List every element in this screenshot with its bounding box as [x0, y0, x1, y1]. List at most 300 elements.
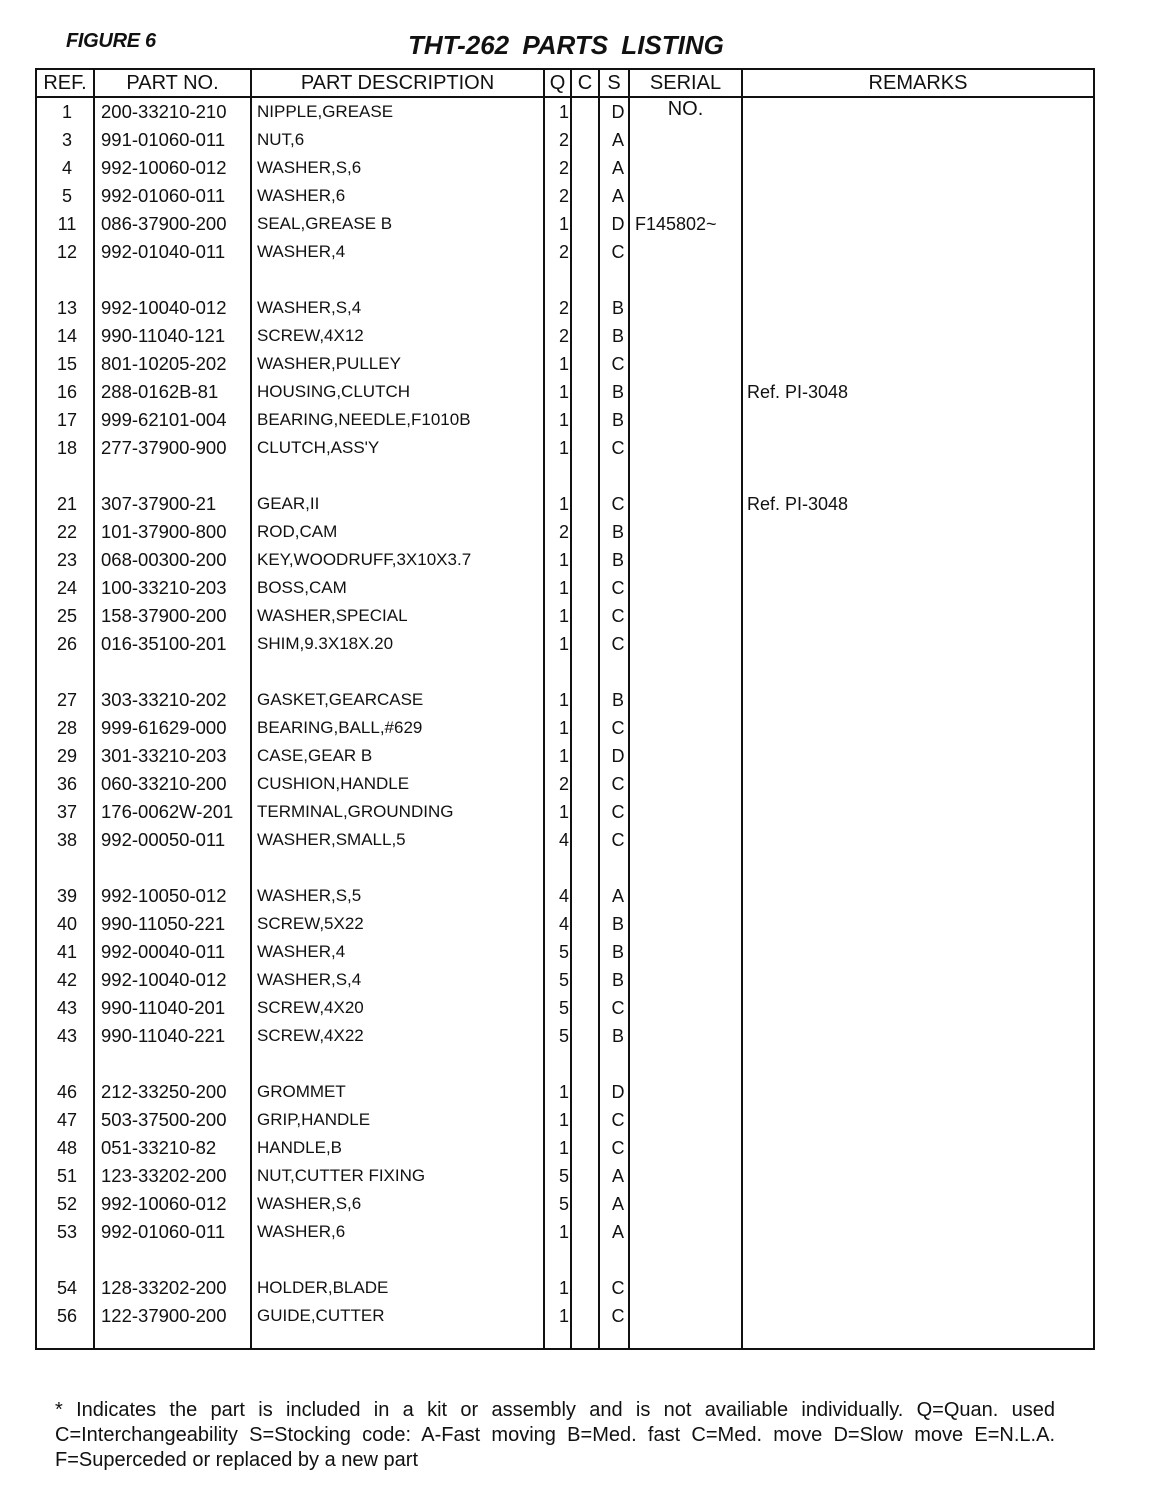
cell-stocking-code: B — [611, 970, 624, 990]
cell-quantity: 1 — [558, 802, 569, 822]
cell-remarks — [747, 154, 1087, 182]
cell-remarks — [747, 210, 1087, 238]
table-row — [37, 686, 1093, 714]
cell-description: GROMMET — [257, 1082, 346, 1101]
cell-quantity: 2 — [558, 186, 569, 206]
cell-stocking-code: A — [611, 130, 624, 150]
cell-stocking-code: C — [611, 354, 625, 374]
cell-description: SCREW,5X22 — [257, 914, 364, 933]
cell-quantity: 2 — [558, 522, 569, 542]
table-row — [37, 966, 1093, 994]
cell-ref: 22 — [56, 522, 78, 542]
table-row — [37, 1022, 1093, 1050]
cell-serial-no — [635, 938, 743, 966]
cell-part-no: 992-01060-011 — [101, 1221, 226, 1242]
cell-quantity: 2 — [558, 326, 569, 346]
cell-stocking-code: C — [611, 1138, 625, 1158]
cell-serial-no — [635, 1274, 743, 1302]
cell-remarks — [747, 1106, 1087, 1134]
cell-quantity: 1 — [558, 410, 569, 430]
table-row — [37, 154, 1093, 182]
cell-ref: 38 — [56, 830, 78, 850]
cell-remarks — [747, 350, 1087, 378]
cell-stocking-code: B — [611, 410, 624, 430]
cell-part-no: 212-33250-200 — [101, 1081, 227, 1102]
cell-description: WASHER,6 — [257, 186, 346, 205]
cell-serial-no — [635, 798, 743, 826]
cell-stocking-code: B — [611, 326, 624, 346]
cell-stocking-code: B — [611, 382, 624, 402]
cell-part-no: 990-11040-201 — [101, 997, 226, 1018]
table-row — [37, 518, 1093, 546]
cell-ref: 54 — [56, 1278, 78, 1298]
cell-description: NIPPLE,GREASE — [257, 102, 394, 121]
cell-description: WASHER,SPECIAL — [257, 606, 408, 625]
cell-description: WASHER,S,6 — [257, 1194, 362, 1213]
header-ref: REF. — [43, 72, 87, 94]
header-c: C — [577, 72, 593, 94]
cell-description: HOUSING,CLUTCH — [257, 382, 411, 401]
cell-part-no: 999-62101-004 — [101, 409, 227, 430]
cell-ref: 40 — [56, 914, 78, 934]
cell-remarks — [747, 686, 1087, 714]
cell-quantity: 1 — [558, 1082, 569, 1102]
cell-ref: 14 — [56, 326, 78, 346]
cell-serial-no — [635, 966, 743, 994]
cell-part-no: 122-37900-200 — [101, 1305, 227, 1326]
cell-quantity: 5 — [558, 998, 569, 1018]
cell-stocking-code: C — [611, 242, 625, 262]
cell-part-no: 128-33202-200 — [101, 1277, 227, 1298]
cell-ref: 36 — [56, 774, 78, 794]
cell-serial-no — [635, 1134, 743, 1162]
cell-quantity: 4 — [558, 886, 569, 906]
table-row — [37, 938, 1093, 966]
cell-serial-no — [635, 1022, 743, 1050]
page-title: THT-262 PARTS LISTING — [408, 30, 724, 60]
cell-stocking-code: B — [611, 550, 624, 570]
cell-stocking-code: C — [611, 998, 625, 1018]
cell-serial-no — [635, 350, 743, 378]
cell-remarks — [747, 1022, 1087, 1050]
cell-stocking-code: C — [611, 1306, 625, 1326]
cell-description: BOSS,CAM — [257, 578, 347, 597]
cell-description: CUSHION,HANDLE — [257, 774, 410, 793]
cell-serial-no — [635, 742, 743, 770]
table-row — [37, 98, 1093, 126]
table-body — [37, 98, 1093, 1330]
cell-part-no: 307-37900-21 — [101, 493, 217, 514]
cell-ref: 15 — [56, 354, 78, 374]
cell-ref: 56 — [56, 1306, 78, 1326]
parts-table — [35, 68, 1095, 1350]
cell-remarks — [747, 1218, 1087, 1246]
cell-serial-no — [635, 910, 743, 938]
cell-remarks — [747, 798, 1087, 826]
cell-quantity: 1 — [558, 494, 569, 514]
cell-stocking-code: D — [611, 214, 625, 234]
cell-serial-no — [635, 770, 743, 798]
cell-stocking-code: B — [611, 914, 624, 934]
cell-part-no: 086-37900-200 — [101, 213, 227, 234]
cell-part-no: 100-33210-203 — [101, 577, 227, 598]
cell-serial-no — [635, 882, 743, 910]
cell-quantity: 1 — [558, 746, 569, 766]
cell-part-no: 992-10040-012 — [101, 297, 227, 318]
cell-stocking-code: B — [611, 522, 624, 542]
cell-description: HOLDER,BLADE — [257, 1278, 389, 1297]
table-row — [37, 322, 1093, 350]
table-row — [37, 294, 1093, 322]
cell-remarks — [747, 994, 1087, 1022]
cell-remarks — [747, 742, 1087, 770]
cell-quantity: 1 — [558, 718, 569, 738]
cell-quantity: 5 — [558, 1166, 569, 1186]
cell-part-no: 277-37900-900 — [101, 437, 227, 458]
cell-serial-no — [635, 1162, 743, 1190]
cell-stocking-code: C — [611, 802, 625, 822]
cell-remarks: Ref. PI-3048 — [747, 382, 849, 402]
cell-ref: 39 — [56, 886, 78, 906]
cell-serial-no — [635, 714, 743, 742]
cell-part-no: 990-11040-221 — [101, 1025, 226, 1046]
cell-stocking-code: A — [611, 1194, 624, 1214]
cell-part-no: 503-37500-200 — [101, 1109, 227, 1130]
cell-description: BEARING,BALL,#629 — [257, 718, 423, 737]
cell-remarks — [747, 826, 1087, 854]
cell-quantity: 2 — [558, 298, 569, 318]
cell-ref: 46 — [56, 1082, 78, 1102]
cell-part-no: 016-35100-201 — [101, 633, 227, 654]
table-row — [37, 1302, 1093, 1330]
cell-part-no: 992-01040-011 — [101, 241, 226, 262]
cell-description: GASKET,GEARCASE — [257, 690, 424, 709]
header-serial-no: SERIAL NO. — [649, 72, 722, 120]
cell-description: WASHER,S,4 — [257, 298, 362, 317]
cell-ref: 17 — [56, 410, 78, 430]
table-row — [37, 1218, 1093, 1246]
cell-stocking-code: C — [611, 606, 625, 626]
cell-part-no: 992-00050-011 — [101, 829, 226, 850]
cell-stocking-code: C — [611, 774, 625, 794]
cell-serial-no — [635, 490, 743, 518]
cell-quantity: 1 — [558, 214, 569, 234]
cell-quantity: 2 — [558, 242, 569, 262]
cell-stocking-code: B — [611, 298, 624, 318]
cell-description: ROD,CAM — [257, 522, 338, 541]
cell-ref: 37 — [56, 802, 78, 822]
cell-remarks: Ref. PI-3048 — [747, 494, 849, 514]
cell-serial-no — [635, 154, 743, 182]
cell-ref: 23 — [56, 550, 78, 570]
cell-quantity: 5 — [558, 1026, 569, 1046]
table-row — [37, 770, 1093, 798]
cell-stocking-code: C — [611, 578, 625, 598]
cell-description: TERMINAL,GROUNDING — [257, 802, 454, 821]
header-part-no: PART NO. — [126, 72, 219, 94]
cell-ref: 42 — [56, 970, 78, 990]
cell-part-no: 123-33202-200 — [101, 1165, 227, 1186]
cell-part-no: 200-33210-210 — [101, 101, 227, 122]
cell-ref: 12 — [56, 242, 78, 262]
cell-part-no: 992-00040-011 — [101, 941, 226, 962]
cell-ref: 52 — [56, 1194, 78, 1214]
cell-quantity: 1 — [558, 578, 569, 598]
cell-description: BEARING,NEEDLE,F1010B — [257, 410, 471, 429]
cell-stocking-code: A — [611, 1222, 624, 1242]
table-row — [37, 882, 1093, 910]
cell-description: NUT,6 — [257, 130, 305, 149]
cell-part-no: 303-33210-202 — [101, 689, 227, 710]
cell-serial-no — [635, 546, 743, 574]
table-row — [37, 714, 1093, 742]
cell-stocking-code: A — [611, 1166, 624, 1186]
cell-quantity: 1 — [558, 606, 569, 626]
cell-stocking-code: C — [611, 634, 625, 654]
cell-part-no: 992-10060-012 — [101, 157, 227, 178]
cell-quantity: 5 — [558, 1194, 569, 1214]
cell-remarks — [747, 406, 1087, 434]
cell-part-no: 992-10050-012 — [101, 885, 227, 906]
cell-ref: 29 — [56, 746, 78, 766]
cell-description: GUIDE,CUTTER — [257, 1306, 385, 1325]
cell-quantity: 1 — [558, 354, 569, 374]
cell-remarks — [747, 882, 1087, 910]
table-row — [37, 1078, 1093, 1106]
cell-stocking-code: C — [611, 718, 625, 738]
cell-part-no: 990-11040-121 — [101, 325, 226, 346]
cell-serial-no: F145802~ — [635, 214, 717, 234]
cell-quantity: 5 — [558, 970, 569, 990]
cell-description: WASHER,4 — [257, 242, 346, 261]
cell-remarks — [747, 322, 1087, 350]
cell-ref: 4 — [61, 158, 72, 178]
cell-description: GRIP,HANDLE — [257, 1110, 371, 1129]
table-row — [37, 574, 1093, 602]
cell-ref: 43 — [56, 998, 78, 1018]
cell-description: SCREW,4X20 — [257, 998, 364, 1017]
cell-ref: 28 — [56, 718, 78, 738]
cell-description: CASE,GEAR B — [257, 746, 373, 765]
cell-remarks — [747, 518, 1087, 546]
cell-part-no: 990-11050-221 — [101, 913, 226, 934]
cell-quantity: 2 — [558, 158, 569, 178]
table-row — [37, 1190, 1093, 1218]
cell-serial-no — [635, 518, 743, 546]
cell-quantity: 1 — [558, 1222, 569, 1242]
table-row — [37, 1274, 1093, 1302]
cell-serial-no — [635, 406, 743, 434]
cell-remarks — [747, 1078, 1087, 1106]
cell-ref: 16 — [56, 382, 78, 402]
table-row — [37, 406, 1093, 434]
cell-quantity: 1 — [558, 102, 569, 122]
cell-ref: 48 — [56, 1138, 78, 1158]
cell-remarks — [747, 1190, 1087, 1218]
header-description: PART DESCRIPTION — [300, 72, 495, 94]
cell-ref: 47 — [56, 1110, 78, 1130]
cell-part-no: 801-10205-202 — [101, 353, 227, 374]
cell-serial-no — [635, 1106, 743, 1134]
cell-stocking-code: D — [611, 746, 625, 766]
cell-quantity: 1 — [558, 1138, 569, 1158]
cell-serial-no — [635, 238, 743, 266]
table-row — [37, 126, 1093, 154]
cell-ref: 24 — [56, 578, 78, 598]
cell-description: WASHER,6 — [257, 1222, 346, 1241]
cell-remarks — [747, 1134, 1087, 1162]
cell-remarks — [747, 238, 1087, 266]
cell-ref: 13 — [56, 298, 78, 318]
cell-description: NUT,CUTTER FIXING — [257, 1166, 426, 1185]
cell-remarks — [747, 126, 1087, 154]
cell-quantity: 1 — [558, 1278, 569, 1298]
cell-description: WASHER,PULLEY — [257, 354, 401, 373]
cell-quantity: 1 — [558, 438, 569, 458]
cell-description: WASHER,S,5 — [257, 886, 362, 905]
table-row — [37, 546, 1093, 574]
cell-description: SCREW,4X22 — [257, 1026, 364, 1045]
cell-stocking-code: A — [611, 186, 624, 206]
cell-serial-no — [635, 126, 743, 154]
cell-part-no: 158-37900-200 — [101, 605, 227, 626]
cell-remarks — [747, 98, 1087, 126]
cell-description: SHIM,9.3X18X.20 — [257, 634, 394, 653]
cell-serial-no — [635, 1218, 743, 1246]
table-row — [37, 210, 1093, 238]
cell-remarks — [747, 938, 1087, 966]
cell-serial-no — [635, 1190, 743, 1218]
table-row — [37, 378, 1093, 406]
cell-ref: 18 — [56, 438, 78, 458]
cell-stocking-code: C — [611, 830, 625, 850]
cell-stocking-code: A — [611, 158, 624, 178]
table-row — [37, 1162, 1093, 1190]
cell-quantity: 4 — [558, 830, 569, 850]
cell-serial-no — [635, 1078, 743, 1106]
cell-serial-no — [635, 434, 743, 462]
cell-ref: 5 — [61, 186, 72, 206]
cell-remarks — [747, 546, 1087, 574]
cell-serial-no — [635, 574, 743, 602]
cell-description: CLUTCH,ASS'Y — [257, 438, 380, 457]
cell-stocking-code: B — [611, 1026, 624, 1046]
cell-ref: 25 — [56, 606, 78, 626]
cell-ref: 1 — [61, 102, 72, 122]
cell-stocking-code: D — [611, 1082, 625, 1102]
cell-part-no: 176-0062W-201 — [101, 801, 234, 822]
cell-remarks — [747, 294, 1087, 322]
cell-serial-no — [635, 602, 743, 630]
table-row — [37, 350, 1093, 378]
table-row — [37, 630, 1093, 658]
cell-ref: 11 — [57, 214, 77, 234]
cell-remarks — [747, 630, 1087, 658]
header-remarks: REMARKS — [868, 72, 968, 94]
cell-description: WASHER,SMALL,5 — [257, 830, 406, 849]
cell-quantity: 1 — [558, 1306, 569, 1326]
cell-serial-no — [635, 826, 743, 854]
cell-quantity: 1 — [558, 550, 569, 570]
cell-description: WASHER,S,4 — [257, 970, 362, 989]
table-row — [37, 910, 1093, 938]
cell-part-no: 288-0162B-81 — [101, 381, 219, 402]
figure-label: FIGURE 6 — [66, 30, 156, 52]
cell-ref: 41 — [56, 942, 78, 962]
cell-description: SEAL,GREASE B — [257, 214, 393, 233]
cell-part-no: 301-33210-203 — [101, 745, 227, 766]
table-row — [37, 798, 1093, 826]
cell-description: HANDLE,B — [257, 1138, 343, 1157]
table-row — [37, 182, 1093, 210]
cell-stocking-code: D — [611, 102, 625, 122]
cell-stocking-code: B — [611, 942, 624, 962]
cell-description: WASHER,4 — [257, 942, 346, 961]
cell-remarks — [747, 770, 1087, 798]
cell-description: SCREW,4X12 — [257, 326, 364, 345]
cell-part-no: 068-00300-200 — [101, 549, 227, 570]
cell-stocking-code: A — [611, 886, 624, 906]
cell-quantity: 1 — [558, 634, 569, 654]
cell-stocking-code: C — [611, 494, 625, 514]
cell-serial-no — [635, 294, 743, 322]
table-row — [37, 602, 1093, 630]
cell-description: GEAR,II — [257, 494, 320, 513]
cell-remarks — [747, 434, 1087, 462]
table-row — [37, 1106, 1093, 1134]
cell-part-no: 991-01060-011 — [101, 129, 226, 150]
cell-serial-no — [635, 98, 743, 126]
header-q: Q — [549, 72, 566, 94]
cell-serial-no — [635, 182, 743, 210]
cell-quantity: 1 — [558, 690, 569, 710]
cell-part-no: 051-33210-82 — [101, 1137, 217, 1158]
cell-quantity: 2 — [558, 774, 569, 794]
header-s: S — [607, 72, 621, 94]
cell-remarks — [747, 574, 1087, 602]
cell-serial-no — [635, 1302, 743, 1330]
cell-remarks — [747, 714, 1087, 742]
footnote: * Indicates the part is included in a kit or assembly and is not availiable individually. Q=Quan. used C=Interchangeability S=Stocking code: A-Fast moving B=Med. fast C=Med. move D=Slow move E=N.L.A. F=Superceded or replaced by a new part — [55, 1399, 1055, 1471]
cell-serial-no — [635, 378, 743, 406]
cell-ref: 53 — [56, 1222, 78, 1242]
table-row — [37, 434, 1093, 462]
table-row — [37, 238, 1093, 266]
cell-remarks — [747, 1302, 1087, 1330]
cell-ref: 43 — [56, 1026, 78, 1046]
cell-part-no: 999-61629-000 — [101, 717, 227, 738]
cell-remarks — [747, 1274, 1087, 1302]
cell-quantity: 4 — [558, 914, 569, 934]
table-row — [37, 1134, 1093, 1162]
cell-ref: 51 — [56, 1166, 78, 1186]
cell-serial-no — [635, 322, 743, 350]
cell-stocking-code: B — [611, 690, 624, 710]
cell-remarks — [747, 966, 1087, 994]
cell-quantity: 2 — [558, 130, 569, 150]
cell-ref: 3 — [61, 130, 72, 150]
cell-quantity: 5 — [558, 942, 569, 962]
cell-serial-no — [635, 630, 743, 658]
cell-quantity: 1 — [558, 1110, 569, 1130]
cell-description: WASHER,S,6 — [257, 158, 362, 177]
cell-remarks — [747, 182, 1087, 210]
cell-remarks — [747, 602, 1087, 630]
cell-part-no: 992-01060-011 — [101, 185, 226, 206]
cell-quantity: 1 — [558, 382, 569, 402]
table-row — [37, 826, 1093, 854]
cell-serial-no — [635, 994, 743, 1022]
